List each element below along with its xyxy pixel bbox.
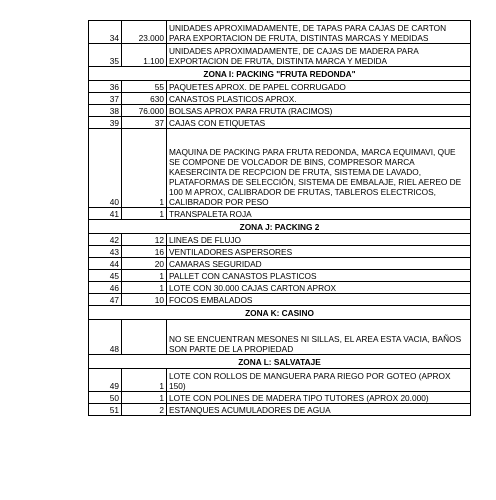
item-row [89,404,471,416]
item-number: 39 [89,117,122,129]
item-number: 35 [89,44,122,67]
item-description: VENTILADORES ASPERSORES [167,246,471,258]
zone-header-row [89,67,471,81]
item-row [89,93,471,105]
item-description: BOLSAS APROX PARA FRUTA (RACIMOS) [167,105,471,117]
item-number: 45 [89,270,122,282]
item-row [89,81,471,93]
item-number: 49 [89,369,122,392]
item-row [89,208,471,220]
zone-header-row [89,306,471,320]
item-description: ESTANQUES ACUMULADORES DE AGUA [167,404,471,416]
item-quantity: 23.000 [122,21,167,44]
item-description: LOTE CON 30.000 CAJAS CARTON APROX [167,282,471,294]
zone-header-row [89,220,471,234]
inventory-rows [89,21,471,416]
item-description: UNIDADES APROXIMADAMENTE, DE TAPAS PARA CAJAS DE CARTON PARA EXPORTACION DE FRUTA, DISTINTAS MARCAS Y MEDIDAS [167,21,471,44]
item-quantity: 1 [122,208,167,220]
inventory-table [88,20,471,416]
item-number: 50 [89,392,122,404]
item-description: PALLET CON CANASTOS PLASTICOS [167,270,471,282]
item-row [89,270,471,282]
item-row [89,258,471,270]
item-quantity: 76.000 [122,105,167,117]
zone-header-row [89,355,471,369]
item-quantity: 1 [122,369,167,392]
item-number: 43 [89,246,122,258]
item-row [89,294,471,306]
item-quantity: 630 [122,93,167,105]
item-quantity: 16 [122,246,167,258]
item-quantity: 1 [122,282,167,294]
item-number: 48 [89,320,122,355]
item-number: 42 [89,234,122,246]
item-row [89,117,471,129]
item-row [89,369,471,392]
item-description: MAQUINA DE PACKING PARA FRUTA REDONDA, MARCA EQUIMAVI, QUE SE COMPONE DE VOLCADOR DE BINS, COMPRESOR MARCA KAESERCINTA DE RECPCION DE FRUTA, SISTEMA DE LAVADO, PLATAFORMAS DE SELECCIÓN, SISTEMA DE EMBALAJE, RIEL AEREO DE 100 M APROX, CALIBRADOR DE FRUTAS, TABLEROS ELECTRICOS, CALIBRADOR POR PESO [167,129,471,208]
item-number: 34 [89,21,122,44]
item-number: 36 [89,81,122,93]
zone-title: ZONA L: SALVATAJE [89,355,471,369]
item-quantity: 2 [122,404,167,416]
item-description: PAQUETES APROX. DE PAPEL CORRUGADO [167,81,471,93]
item-number: 40 [89,129,122,208]
item-description: CAJAS CON ETIQUETAS [167,117,471,129]
item-number: 51 [89,404,122,416]
item-description: FOCOS EMBALADOS [167,294,471,306]
item-description: CANASTOS PLASTICOS APROX. [167,93,471,105]
item-description: LOTE CON POLINES DE MADERA TIPO TUTORES (APROX 20.000) [167,392,471,404]
item-row [89,246,471,258]
item-description: NO SE ENCUENTRAN MESONES NI SILLAS, EL AREA ESTA VACIA, BAÑOS SON PARTE DE LA PROPIEDAD [167,320,471,355]
item-quantity: 1 [122,270,167,282]
item-quantity: 1 [122,129,167,208]
item-quantity: 10 [122,294,167,306]
item-row [89,105,471,117]
item-row [89,21,471,44]
item-quantity: 1.100 [122,44,167,67]
item-number: 47 [89,294,122,306]
item-row [89,320,471,355]
item-row [89,392,471,404]
item-quantity: 20 [122,258,167,270]
item-row [89,44,471,67]
item-description: LINEAS DE FLUJO [167,234,471,246]
item-description: LOTE CON ROLLOS DE MANGUERA PARA RIEGO POR GOTEO (APROX 150) [167,369,471,392]
item-quantity: 37 [122,117,167,129]
zone-title: ZONA J: PACKING 2 [89,220,471,234]
inventory-sheet [88,20,471,416]
item-quantity: 55 [122,81,167,93]
item-number: 46 [89,282,122,294]
item-row [89,234,471,246]
zone-title: ZONA I: PACKING "FRUTA REDONDA" [89,67,471,81]
item-description: TRANSPALETA ROJA [167,208,471,220]
item-number: 37 [89,93,122,105]
item-number: 41 [89,208,122,220]
item-description: UNIDADES APROXIMADAMENTE, DE CAJAS DE MADERA PARA EXPORTACION DE FRUTA, DISTINTA MARCA Y MEDIDA [167,44,471,67]
item-description: CAMARAS SEGURIDAD [167,258,471,270]
zone-title: ZONA K: CASINO [89,306,471,320]
item-number: 44 [89,258,122,270]
item-row [89,129,471,208]
item-number: 38 [89,105,122,117]
item-row [89,282,471,294]
item-quantity: 1 [122,392,167,404]
item-quantity [122,320,167,355]
item-quantity: 12 [122,234,167,246]
